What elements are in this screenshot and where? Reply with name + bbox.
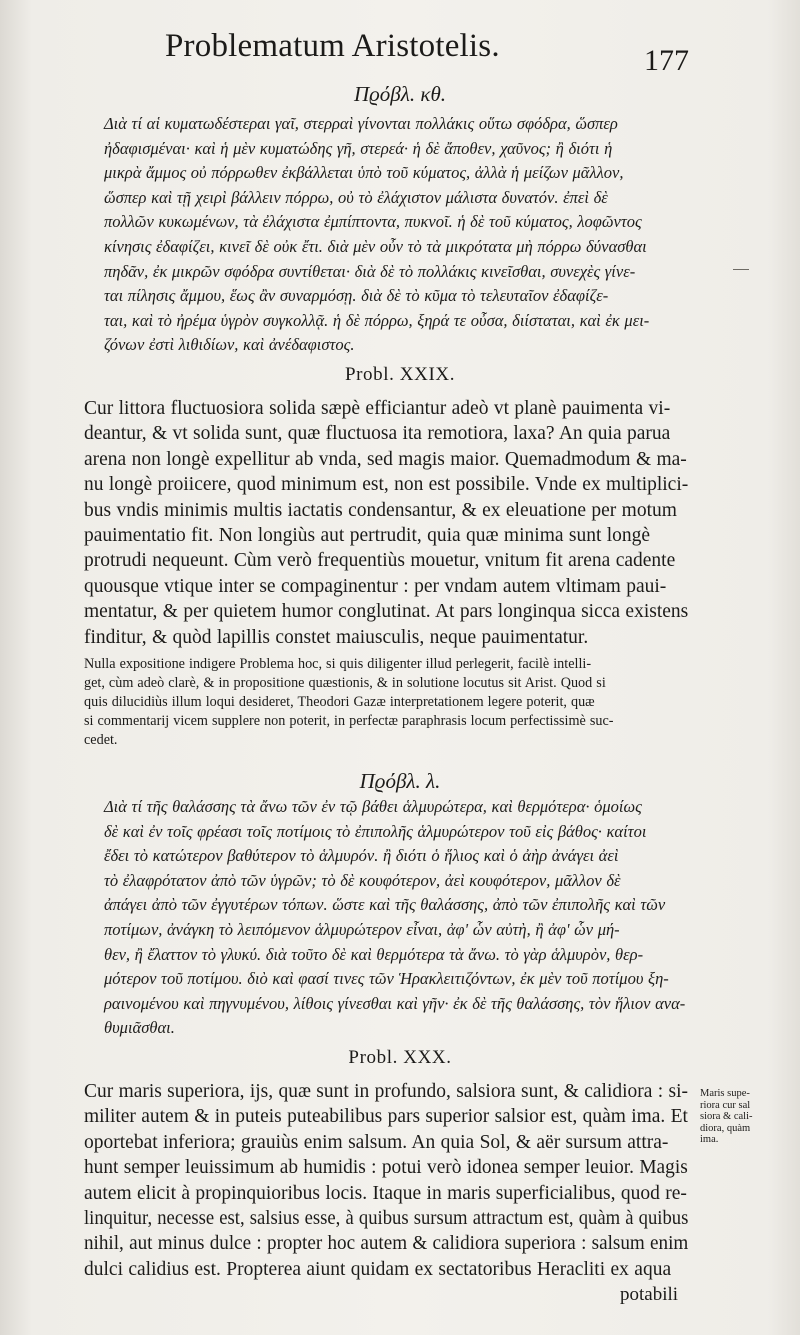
commentary-block: [84, 655, 690, 750]
latin-text-block: [84, 1079, 688, 1282]
text-line: arena non longè expellitur ab vnda, sed magis maior. Quemadmodum & ma-: [84, 448, 687, 470]
text-line: Διὰ τί τῆς θαλάσσης τὰ ἄνω τῶν ἐν τῷ βάθει ἁλμυρώτερα, καὶ θερμότερα· ὁμοίως: [104, 797, 642, 816]
text-line: ἠδαφισμέναι· καὶ ἡ μὲν κυματώδης γῆ, στερεά· ἡ δὲ ἄποθεν, χαῦνος; ἢ διότι ἡ: [104, 138, 613, 158]
text-line: θεν, ἢ ἔλαττον τὸ γλυκύ. διὰ τοῦτο δὲ καὶ θερμότερα τὰ ἄνω. τὸ γὰρ ἁλμυρὸν, θερ-: [104, 944, 644, 964]
text-line: mentatur, & per quietem humor conglutinat. At pars longinqua sicca existens: [84, 601, 689, 623]
text-line: μότερον τοῦ ποτίμου. διὸ καὶ φασί τινες τῶν Ἡρακλειτιζόντων, ἐκ μὲν τοῦ ποτίμου ξη-: [104, 969, 669, 989]
text-line: ποτίμων, ἀνάγκη τὸ λειπόμενον ἁλμυρώτερον εἶναι, ἀφ' ὧν αὐτὴ, ἢ ἀφ' ὧν μή-: [104, 919, 620, 939]
margin-note-line: Maris supe-: [700, 1088, 750, 1099]
text-line: pauimentatio fit. Non longiùs aut pertrudit, quia quæ minima sunt longè: [84, 525, 651, 547]
margin-note-line: riora cur sal: [700, 1099, 751, 1111]
text-line: cedet.: [84, 732, 118, 748]
latin-problem-heading: Probl. XXIX.: [344, 364, 456, 385]
text-line: si commentarij vicem supplere non poterit, in perfectæ paraphrasis locum perfectissimè suc-: [84, 713, 614, 729]
text-line: linquitur, necesse est, salsius esse, à quibus sursum attractum est, quàm à quibus: [84, 1208, 689, 1230]
text-line: deantur, & vt solida sunt, quæ fluctuosa ita remotiora, laxa? An quia parua: [84, 423, 671, 445]
text-line: militer autem & in puteis puteabilibus pars superior salsior est, quàm ima. Et: [84, 1106, 688, 1128]
text-line: bus vndis minimis multis iactatis condensantur, & ex eleuatione per motum: [84, 499, 677, 521]
text-line: πολλῶν κυκωμένων, τὰ ἐλάχιστα ἐμπίπτοντα, πυκνοῖ. ἡ δὲ τοῦ κύματος, λοφῶντος: [104, 212, 642, 232]
text-line: ἀπάγει ἀπὸ τῶν ἐγγυτέρων τόπων. ὥστε καὶ τῆς θαλάσσης, ἀπὸ τῶν ἐπιπολῆς καὶ τῶν: [104, 895, 666, 915]
text-line: nihil, aut minus dulce : propter hoc autem & calidiora superiora : salsum enim: [84, 1233, 689, 1255]
text-line: ἔδει τὸ κατώτερον βαθύτερον τὸ ἁλμυρόν. ἢ διότι ὁ ἥλιος καὶ ὁ ἀὴρ ἀνάγει ἀεὶ: [104, 846, 619, 866]
text-line: ται, καὶ τὸ ἠρέμα ὑγρὸν συγκολλᾷ. ἡ δὲ πόρρω, ξηρά τε οὖσα, διίσταται, καὶ ἐκ μει-: [104, 310, 650, 330]
margin-mark: [733, 269, 749, 270]
page-number: 177: [644, 44, 689, 77]
margin-note: [700, 1088, 780, 1146]
text-line: Διὰ τί αἱ κυματωδέστεραι γαῖ, στερραὶ γίνονται πολλάκις οὕτω σφόδρα, ὥσπερ: [104, 114, 618, 133]
latin-problem-heading: Probl. XXX.: [348, 1047, 452, 1068]
catchword: potabili: [620, 1284, 679, 1305]
text-line: θυμιᾶσθαι.: [104, 1018, 175, 1038]
text-line: Cur maris superiora, ijs, quæ sunt in profundo, salsiora sunt, & calidiora : si-: [84, 1081, 688, 1102]
page-header: [0, 28, 800, 78]
greek-text-block: [104, 112, 690, 358]
text-line: protrudi nequeunt. Cùm verò frequentiùs mouetur, vnitum fit arena cadente: [84, 550, 676, 572]
text-line: autem elicit à propinquioribus locis. Itaque in maris superficialibus, quod re-: [84, 1182, 687, 1204]
text-line: ραινομένου καὶ πηγνυμένου, λίθοις γίνεσθαι καὶ γῆν· ἐκ δὲ τῆς θαλάσσης, τὸν ἥλιον ανα-: [104, 993, 686, 1013]
text-line: quousque vtique inter se compaginentur : per vndam autem vltimam paui-: [84, 575, 667, 597]
text-line: τὸ ἐλαφρότατον ἀπὸ τῶν ὑγρῶν; τὸ δὲ κουφότερον, ἀεὶ κουφότερον, μᾶλλον δὲ: [104, 870, 621, 890]
margin-note-line: diora, quàm: [700, 1122, 751, 1134]
text-line: δὲ καὶ ἐν τοῖς φρέασι τοῖς ποτίμοις τὸ ἐπιπολῆς ἁλμυρώτερον τοῦ εἰς βάθος· καίτοι: [104, 821, 647, 841]
text-line: Cur littora fluctuosiora solida sæpè efficiantur adeò vt planè pauimenta vi-: [84, 398, 671, 419]
margin-note-line: ima.: [700, 1134, 719, 1145]
margin-note-line: siora & cali-: [700, 1111, 753, 1122]
text-line: ζόνων ἐστὶ λιθιδίων, καὶ ἀνέδαφιστος.: [104, 335, 355, 355]
latin-text-block: [84, 396, 688, 650]
text-line: Nulla expositione indigere Problema hoc, si quis diligenter illud perlegerit, facilè intelli-: [84, 656, 592, 672]
text-line: nu longè proiicere, quod minimum est, non est possibile. Vnde ex multiplici-: [84, 474, 689, 496]
text-line: ὥσπερ καὶ τῇ χειρὶ βάλλειν πόρρω, οὐ τὸ ἐλάχιστον μάλιστα δυνατόν. ἐπεὶ δὲ: [104, 187, 608, 207]
greek-problem-heading: Πϱόβλ. λ.: [359, 769, 441, 793]
text-line: quis dilucidiùs illum loqui desideret, Theodori Gazæ interpretationem legere poterit, quæ: [84, 694, 595, 710]
text-line: hunt semper leuissimum ab humidis : potui verò idonea semper leuior. Magis: [84, 1157, 688, 1179]
text-line: μικρὰ ἄμμος οὐ πόρρωθεν ἐκβάλλεται ὑπὸ τοῦ κύματος, ἀλλὰ ἡ μείζων μᾶλλον,: [104, 163, 624, 183]
greek-text-block: [104, 795, 690, 1041]
text-line: finditur, & quòd lapillis constet maiusculis, neque pauimentatur.: [84, 626, 589, 648]
text-line: get, cùm adeò clarè, & in propositione quæstionis, & in solutione locutus sit Arist. Quod si: [84, 675, 606, 691]
text-line: κίνησις ἐδαφίζει, κινεῖ δὲ οὐκ ἔτι. διὰ μὲν οὖν τὸ τὰ μικρότατα μὴ πόρρω δύνασθαι: [104, 236, 647, 256]
text-line: dulci calidius est. Propterea aiunt quidam ex sectatoribus Heracliti ex aqua: [84, 1258, 672, 1280]
text-line: ται πίλησις ἄμμου, ἕως ἂν συναρμόσῃ. διὰ δὲ τὸ κῦμα τὸ τελευταῖον ἐδαφίζε-: [104, 286, 609, 306]
running-title: Problematum Aristotelis.: [165, 28, 500, 64]
greek-problem-heading: Πϱόβλ. κθ.: [353, 82, 447, 106]
text-line: oportebat inferiora; grauiùs enim salsum. An quia Sol, & aër sursum attra-: [84, 1131, 669, 1153]
text-line: πηδᾶν, ἐκ μικρῶν σφόδρα συντίθεται· διὰ δὲ τὸ πολλάκις κινεῖσθαι, συνεχὲς γίνε-: [104, 261, 636, 281]
